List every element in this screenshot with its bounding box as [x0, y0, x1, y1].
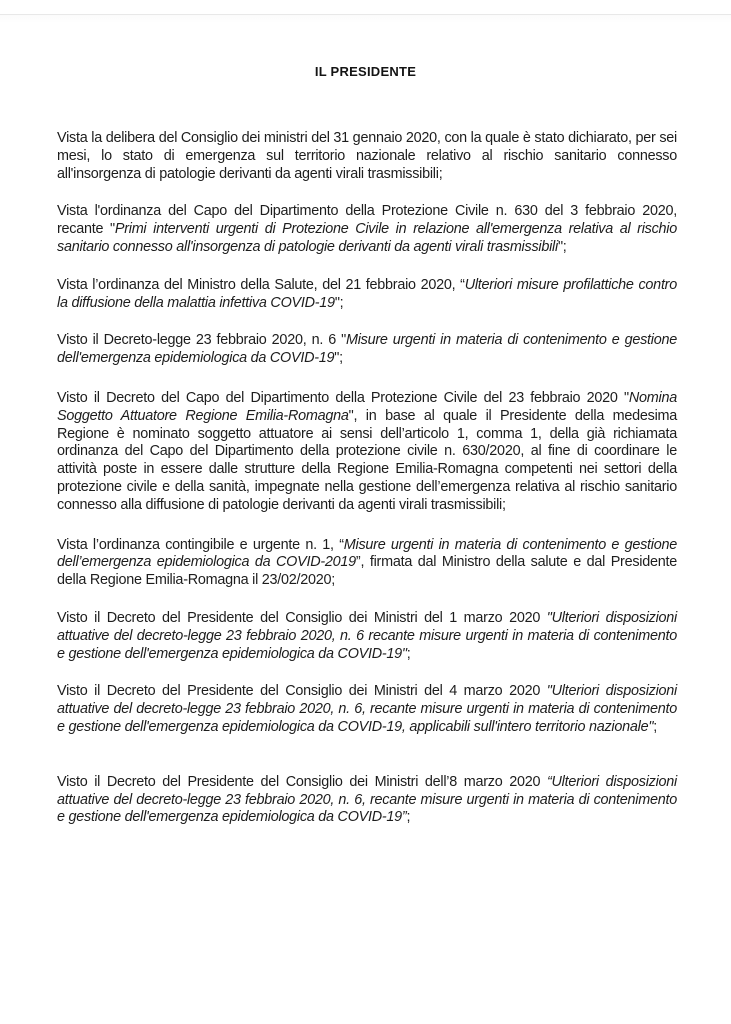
recital-paragraph-2: [57, 203, 677, 256]
text-run: ;: [406, 645, 411, 662]
text-run: ";: [334, 294, 344, 311]
text-run: ;: [653, 718, 657, 735]
text-run: Vista l’ordinanza del Ministro della Salute, del 21 febbraio 2020, “: [57, 276, 465, 293]
text-run: ";: [334, 350, 343, 367]
text-run-italic: Misure urgenti in materia di contenimento e gestione dell'emergenza epidemiologica da COVID-19: [57, 332, 677, 367]
text-run: Visto il Decreto del Presidente del Consiglio dei Ministri dell’8 marzo 2020: [57, 773, 547, 790]
document-body: [57, 130, 677, 847]
recital-paragraph-7: [57, 610, 677, 663]
text-run-italic: "Ulteriori disposizioni attuative del decreto-legge 23 febbraio 2020, n. 6, recante misure urgenti in materia di contenimento e gestione dell'emergenza epidemiologica da COVID-19, applicabili sull'intero territorio nazionale": [57, 683, 677, 735]
recital-paragraph-1: [57, 130, 677, 183]
text-run: Visto il Decreto del Capo del Dipartimento della Protezione Civile del 23 febbraio 2020 ": [57, 389, 629, 406]
recital-paragraph-6: [57, 537, 677, 590]
recital-paragraph-9: [57, 774, 677, 827]
page-top-fade: [0, 15, 731, 23]
text-run-italic: "Ulteriori disposizioni attuative del decreto-legge 23 febbraio 2020, n. 6 recante misure urgenti in materia di contenimento e gestione dell'emergenza epidemiologica da COVID-19": [57, 609, 677, 662]
text-run-italic: “Ulteriori disposizioni attuative del decreto-legge 23 febbraio 2020, n. 6, recante misure urgenti in materia di contenimento e gestione dell'emergenza epidemiologica da COVID-19”: [57, 773, 677, 826]
text-run: Visto il Decreto del Presidente del Consiglio dei Ministri del 4 marzo 2020: [57, 683, 547, 700]
text-run-italic: Primi interventi urgenti di Protezione Civile in relazione all'emergenza relativa al rischio sanitario connesso all'insorgenza di patologie derivanti da agenti virali trasmissibili: [57, 221, 677, 255]
text-run: Vista l’ordinanza contingibile e urgente n. 1, “: [57, 536, 344, 553]
recital-paragraph-5: [57, 390, 677, 515]
text-run: Visto il Decreto-legge 23 febbraio 2020, n. 6 ": [57, 332, 346, 349]
text-run: ”, firmata dal Ministro della salute e dal Presidente della Regione Emilia-Romagna il 23/02/2020;: [57, 554, 677, 589]
text-run-italic: Nomina Soggetto Attuatore Regione Emilia-Romagna: [57, 389, 677, 424]
text-run: Vista l'ordinanza del Capo del Dipartimento della Protezione Civile n. 630 del 3 febbraio 2020, recante ": [57, 203, 677, 238]
recital-paragraph-3: [57, 277, 677, 313]
recital-paragraph-4: [57, 332, 677, 368]
recital-paragraph-8: [57, 683, 677, 736]
text-run: Visto il Decreto del Presidente del Consiglio dei Ministri del 1 marzo 2020: [57, 609, 547, 626]
document-heading: IL PRESIDENTE: [314, 64, 417, 79]
text-run: ", in base al quale il Presidente della medesima Regione è nominato soggetto attuatore ai sensi dell’articolo 1, comma 1, della già richiamata ordinanza del Capo del Dipartimento della protezione civile n. 630/2020, al fine di coordinare le attività poste in essere dalle strutture della Regione Emilia-Romagna competenti nei settori della protezione civile e della sanità, impegnate nella gestione dell’emergenza relativa al rischio sanitario connesso alla diffusione di patologie derivanti da agenti virali trasmissibili;: [57, 407, 678, 513]
text-run: Vista la delibera del Consiglio dei ministri del 31 gennaio 2020, con la quale è stato dichiarato, per sei mesi, lo stato di emergenza sul territorio nazionale relativo al rischio sanitario connesso all'insorgenza di patologie derivanti da agenti virali trasmissibili;: [57, 130, 677, 182]
text-run-italic: Misure urgenti in materia di contenimento e gestione dell’emergenza epidemiologica da COVID-2019: [57, 536, 677, 571]
text-run: ";: [557, 238, 567, 255]
text-run-italic: Ulteriori misure profilattiche contro la diffusione della malattia infettiva COVID-19: [57, 276, 677, 311]
text-run: ;: [406, 809, 411, 826]
